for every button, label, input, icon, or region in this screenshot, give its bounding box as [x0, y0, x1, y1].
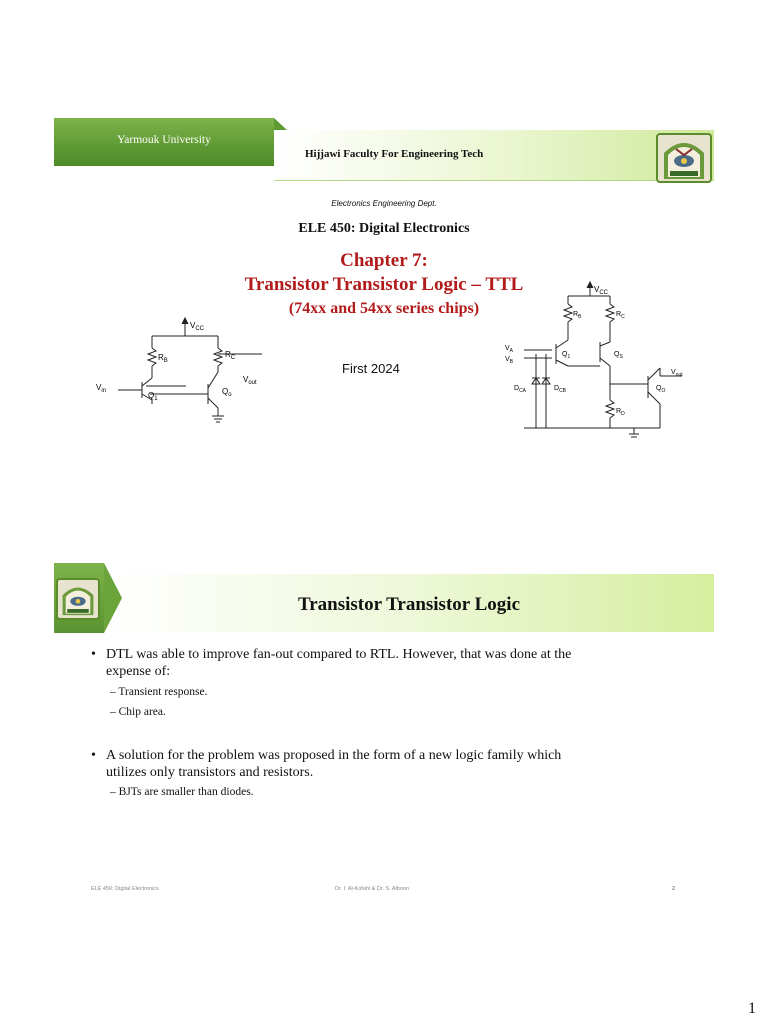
bullet-marker: • [91, 647, 96, 662]
rd-label: $R_D$ [616, 408, 625, 417]
rc-label: $R_C$ [616, 311, 625, 320]
faculty-name: Hijjawi Faculty For Engineering Tech [305, 148, 484, 160]
chapter-title: Transistor Transistor Logic – TTL [244, 274, 524, 295]
chapter-subtitle: (74xx and 54xx series chips) [288, 300, 480, 317]
vout-label: $V_{out}$ [243, 375, 257, 386]
bullet-line: DTL was able to improve fan-out compared to RTL. However, that was done at the [106, 647, 572, 662]
q1-label: $Q_1$ [148, 391, 158, 402]
rb-label: $R_B$ [158, 353, 168, 364]
page-number: 1 [748, 1000, 756, 1017]
university-logo-icon [656, 133, 712, 183]
bullet-solution [91, 747, 671, 781]
vcc-label: $V_{CC}$ [190, 321, 205, 332]
qo-label: $Q_O$ [656, 385, 666, 394]
va-label: $V_A$ [505, 345, 514, 354]
footer-course: ELE 450: Digital Electronics [91, 886, 159, 892]
sub-bullet-chip-area: – Chip area. [110, 706, 166, 718]
course-title: ELE 450: Digital Electronics [298, 221, 470, 236]
vb-label: $V_B$ [505, 356, 514, 365]
bullet-line: expense of: [106, 664, 171, 679]
vin-label: $V_{in}$ [96, 383, 107, 394]
department-name: Electronics Engineering Dept. [331, 199, 437, 208]
q1-label: $Q_1$ [562, 351, 571, 360]
vcc-label: $V_{CC}$ [594, 285, 609, 296]
bullet-dtl [91, 646, 671, 680]
rc-label: $R_C$ [225, 350, 236, 361]
university-name: Yarmouk University [117, 134, 211, 146]
ttl-simple-circuit-diagram [90, 312, 280, 424]
sub-bullet-transient: – Transient response. [110, 686, 208, 698]
rb-label: $R_B$ [573, 311, 582, 320]
qs-label: $Q_S$ [614, 351, 623, 360]
bullet-line: A solution for the problem was proposed in the form of a new logic family which [106, 748, 562, 763]
term-label: First 2024 [342, 361, 400, 376]
qo-label: $Q_o$ [222, 387, 232, 398]
chapter-number: Chapter 7: [340, 250, 428, 271]
bullet-line: utilizes only transistors and resistors. [106, 765, 314, 780]
footer-authors: Dr. I. Al-Kofahi & Dr. S. Alboon [335, 886, 409, 892]
sub-bullet-bjts: – BJTs are smaller than diodes. [110, 786, 254, 798]
dca-label: $D_{CA}$ [514, 385, 527, 394]
university-logo-icon [56, 578, 100, 620]
slide-title: Transistor Transistor Logic [297, 594, 521, 615]
vout-label: $V_{out}$ [671, 369, 683, 378]
footer-slide-number: 2 [672, 886, 676, 892]
dcb-label: $D_{CB}$ [554, 385, 567, 394]
ttl-nand-circuit-diagram [500, 280, 700, 442]
bullet-marker: • [91, 748, 96, 763]
